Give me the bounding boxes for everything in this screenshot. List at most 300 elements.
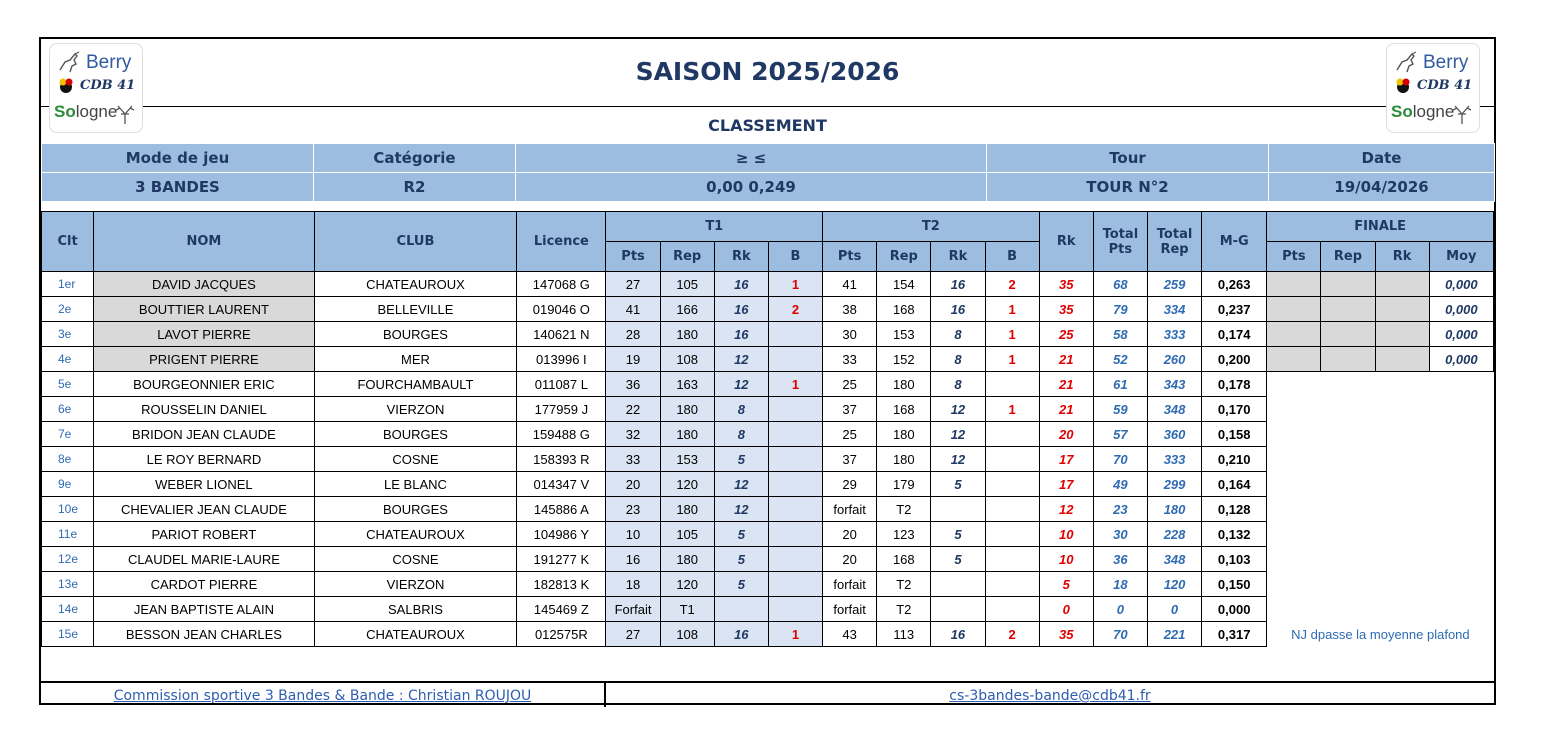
finale-moy-cell: 0,000 xyxy=(1429,322,1493,347)
total-pts-cell: 59 xyxy=(1093,397,1147,422)
total-rep-cell: 333 xyxy=(1147,322,1201,347)
total-rep-cell: 228 xyxy=(1147,522,1201,547)
rank-cell: 12e xyxy=(42,547,94,572)
total-rep-cell: 120 xyxy=(1147,572,1201,597)
total-rep-cell: 180 xyxy=(1147,497,1201,522)
t1-pts-cell: 33 xyxy=(606,447,660,472)
total-rk-cell: 35 xyxy=(1039,272,1093,297)
t2-sub-rep: Rep xyxy=(877,242,931,272)
finale-rk-cell xyxy=(1375,297,1429,322)
total-pts-cell: 58 xyxy=(1093,322,1147,347)
t2-rk-cell: 5 xyxy=(931,547,985,572)
t2-rep-cell: T2 xyxy=(877,497,931,522)
name-cell: WEBER LIONEL xyxy=(94,472,315,497)
document-frame xyxy=(39,37,1496,705)
t1-pts-cell: 20 xyxy=(606,472,660,497)
licence-cell: 191277 K xyxy=(517,547,606,572)
mg-cell: 0,103 xyxy=(1202,547,1267,572)
rank-cell: 2e xyxy=(42,297,94,322)
table-row xyxy=(42,547,1494,572)
total-pts-cell: 68 xyxy=(1093,272,1147,297)
t2-pts-cell: 33 xyxy=(823,347,877,372)
t2-b-cell xyxy=(985,597,1039,622)
t2-sub-pts: Pts xyxy=(823,242,877,272)
ranking-table xyxy=(41,211,1494,647)
finale-moy-cell: 0,000 xyxy=(1429,272,1493,297)
total-pts-cell: 49 xyxy=(1093,472,1147,497)
total-rk-cell: 21 xyxy=(1039,397,1093,422)
rank-cell: 1er xyxy=(42,272,94,297)
name-cell: LE ROY BERNARD xyxy=(94,447,315,472)
t1-rep-cell: 120 xyxy=(660,472,714,497)
club-cell: BOURGES xyxy=(314,497,517,522)
t1-b-cell xyxy=(768,497,822,522)
club-cell: VIERZON xyxy=(314,397,517,422)
t1-rep-cell: 108 xyxy=(660,622,714,647)
col-nom: NOM xyxy=(94,212,315,272)
t1-rk-cell: 16 xyxy=(714,322,768,347)
empty-finale-cell xyxy=(1267,397,1494,422)
footer-right xyxy=(606,683,1494,707)
t1-pts-cell: 36 xyxy=(606,372,660,397)
t2-b-cell xyxy=(985,422,1039,447)
page-title: SAISON 2025/2026 xyxy=(635,57,900,86)
t2-rk-cell: 5 xyxy=(931,472,985,497)
col-total-pts: Total Pts xyxy=(1093,212,1147,272)
mg-cell: 0,317 xyxy=(1202,622,1267,647)
t2-rep-cell: 168 xyxy=(877,397,931,422)
t2-rk-cell xyxy=(931,497,985,522)
total-rk-cell: 20 xyxy=(1039,422,1093,447)
finale-sub-rep: Rep xyxy=(1321,242,1375,272)
finale-sub-rk: Rk xyxy=(1375,242,1429,272)
name-cell: ROUSSELIN DANIEL xyxy=(94,397,315,422)
t1-sub-b: B xyxy=(768,242,822,272)
mg-cell: 0,132 xyxy=(1202,522,1267,547)
finale-rep-cell xyxy=(1321,347,1375,372)
name-cell: LAVOT PIERRE xyxy=(94,322,315,347)
t2-b-cell xyxy=(985,522,1039,547)
email-link[interactable]: cs-3bandes-bande@cdb41.fr xyxy=(949,688,1151,704)
t2-rep-cell: 180 xyxy=(877,422,931,447)
t2-pts-cell: 30 xyxy=(823,322,877,347)
t2-pts-cell: 29 xyxy=(823,472,877,497)
empty-finale-cell xyxy=(1267,597,1494,622)
t1-b-cell xyxy=(768,347,822,372)
mg-cell: 0,164 xyxy=(1202,472,1267,497)
licence-cell: 013996 I xyxy=(517,347,606,372)
logo-cdb-text: CDB 41 xyxy=(80,78,136,93)
header-rule xyxy=(41,106,1494,107)
col-licence: Licence xyxy=(517,212,606,272)
t2-b-cell xyxy=(985,572,1039,597)
t1-sub-pts: Pts xyxy=(606,242,660,272)
finale-sub-pts: Pts xyxy=(1267,242,1321,272)
total-pts-cell: 70 xyxy=(1093,622,1147,647)
t2-pts-cell: 25 xyxy=(823,422,877,447)
t1-rk-cell: 16 xyxy=(714,622,768,647)
t1-b-cell xyxy=(768,397,822,422)
total-pts-cell: 61 xyxy=(1093,372,1147,397)
total-pts-cell: 30 xyxy=(1093,522,1147,547)
total-rk-cell: 12 xyxy=(1039,497,1093,522)
finale-moy-cell: 0,000 xyxy=(1429,347,1493,372)
t2-rep-cell: T2 xyxy=(877,572,931,597)
t1-rep-cell: 108 xyxy=(660,347,714,372)
t2-b-cell: 2 xyxy=(985,622,1039,647)
t2-rep-cell: 180 xyxy=(877,372,931,397)
t1-rk-cell: 12 xyxy=(714,497,768,522)
total-rep-cell: 348 xyxy=(1147,397,1201,422)
logo-sologne-text: Sologne xyxy=(1391,102,1455,121)
t1-rk-cell: 5 xyxy=(714,547,768,572)
club-cell: BOURGES xyxy=(314,322,517,347)
rank-cell: 7e xyxy=(42,422,94,447)
t1-b-cell xyxy=(768,322,822,347)
name-cell: PARIOT ROBERT xyxy=(94,522,315,547)
name-cell: BOURGEONNIER ERIC xyxy=(94,372,315,397)
t1-pts-cell: 41 xyxy=(606,297,660,322)
total-pts-cell: 18 xyxy=(1093,572,1147,597)
t1-b-cell: 1 xyxy=(768,622,822,647)
rank-cell: 10e xyxy=(42,497,94,522)
t1-rk-cell: 12 xyxy=(714,372,768,397)
col-t2: T2 xyxy=(823,212,1040,242)
t2-rep-cell: 153 xyxy=(877,322,931,347)
finale-pts-cell xyxy=(1267,322,1321,347)
licence-cell: 158393 R xyxy=(517,447,606,472)
t1-rk-cell: 5 xyxy=(714,522,768,547)
club-cell: COSNE xyxy=(314,447,517,472)
club-cell: CHATEAUROUX xyxy=(314,622,517,647)
t1-rk-cell: 12 xyxy=(714,472,768,497)
t2-pts-cell: forfait xyxy=(823,597,877,622)
table-row xyxy=(42,322,1494,347)
name-cell: CLAUDEL MARIE-LAURE xyxy=(94,547,315,572)
categorie-label: Catégorie xyxy=(314,144,516,173)
t1-rk-cell: 8 xyxy=(714,397,768,422)
t1-b-cell xyxy=(768,597,822,622)
table-row xyxy=(42,597,1494,622)
range-value: 0,00 0,249 xyxy=(516,173,987,202)
rank-cell: 3e xyxy=(42,322,94,347)
t2-rep-cell: 123 xyxy=(877,522,931,547)
tour-label: Tour xyxy=(987,144,1269,173)
table-row xyxy=(42,472,1494,497)
t2-b-cell xyxy=(985,497,1039,522)
name-cell: CHEVALIER JEAN CLAUDE xyxy=(94,497,315,522)
t2-pts-cell: 20 xyxy=(823,547,877,572)
total-rk-cell: 17 xyxy=(1039,447,1093,472)
total-pts-cell: 70 xyxy=(1093,447,1147,472)
total-rk-cell: 5 xyxy=(1039,572,1093,597)
t1-b-cell xyxy=(768,447,822,472)
t2-sub-b: B xyxy=(985,242,1039,272)
t1-b-cell xyxy=(768,547,822,572)
col-rk: Rk xyxy=(1039,212,1093,272)
licence-cell: 019046 O xyxy=(517,297,606,322)
total-rk-cell: 35 xyxy=(1039,622,1093,647)
table-row xyxy=(42,622,1494,647)
name-cell: PRIGENT PIERRE xyxy=(94,347,315,372)
total-pts-cell: 36 xyxy=(1093,547,1147,572)
rank-cell: 6e xyxy=(42,397,94,422)
col-finale: FINALE xyxy=(1267,212,1494,242)
t2-rk-cell: 16 xyxy=(931,272,985,297)
t1-rep-cell: T1 xyxy=(660,597,714,622)
t1-pts-cell: 27 xyxy=(606,272,660,297)
rank-cell: 5e xyxy=(42,372,94,397)
total-rep-cell: 343 xyxy=(1147,372,1201,397)
club-cell: MER xyxy=(314,347,517,372)
mode-value: 3 BANDES xyxy=(42,173,314,202)
mg-cell: 0,263 xyxy=(1202,272,1267,297)
licence-cell: 014347 V xyxy=(517,472,606,497)
t2-b-cell: 1 xyxy=(985,347,1039,372)
club-cell: COSNE xyxy=(314,547,517,572)
logo-berry-text: Berry xyxy=(86,52,132,73)
licence-cell: 159488 G xyxy=(517,422,606,447)
empty-finale-cell xyxy=(1267,547,1494,572)
table-row xyxy=(42,447,1494,472)
t1-b-cell xyxy=(768,472,822,497)
mg-cell: 0,158 xyxy=(1202,422,1267,447)
t1-sub-rep: Rep xyxy=(660,242,714,272)
finale-pts-cell xyxy=(1267,347,1321,372)
total-pts-cell: 52 xyxy=(1093,347,1147,372)
mg-cell: 0,174 xyxy=(1202,322,1267,347)
t1-rep-cell: 166 xyxy=(660,297,714,322)
t2-rk-cell: 12 xyxy=(931,422,985,447)
t1-rep-cell: 180 xyxy=(660,397,714,422)
total-pts-cell: 57 xyxy=(1093,422,1147,447)
t1-rk-cell: 16 xyxy=(714,272,768,297)
t1-rk-cell xyxy=(714,597,768,622)
finale-rk-cell xyxy=(1375,272,1429,297)
t1-rep-cell: 120 xyxy=(660,572,714,597)
date-label: Date xyxy=(1269,144,1495,173)
t2-b-cell: 1 xyxy=(985,297,1039,322)
t2-pts-cell: 41 xyxy=(823,272,877,297)
licence-cell: 104986 Y xyxy=(517,522,606,547)
t2-rk-cell: 16 xyxy=(931,297,985,322)
finale-moy-cell: 0,000 xyxy=(1429,297,1493,322)
mg-cell: 0,128 xyxy=(1202,497,1267,522)
rank-cell: 9e xyxy=(42,472,94,497)
total-rep-cell: 334 xyxy=(1147,297,1201,322)
table-row xyxy=(42,422,1494,447)
t2-b-cell xyxy=(985,547,1039,572)
finale-pts-cell xyxy=(1267,297,1321,322)
club-cell: BOURGES xyxy=(314,422,517,447)
total-rep-cell: 221 xyxy=(1147,622,1201,647)
mg-cell: 0,170 xyxy=(1202,397,1267,422)
t1-pts-cell: 28 xyxy=(606,322,660,347)
note-text: NJ dpasse la moyenne plafond xyxy=(1291,626,1470,642)
total-rep-cell: 259 xyxy=(1147,272,1201,297)
t1-rep-cell: 180 xyxy=(660,547,714,572)
total-rep-cell: 333 xyxy=(1147,447,1201,472)
t1-pts-cell: 32 xyxy=(606,422,660,447)
t2-b-cell xyxy=(985,447,1039,472)
t2-b-cell: 1 xyxy=(985,397,1039,422)
finale-rk-cell xyxy=(1375,347,1429,372)
logo-berry-text: Berry xyxy=(1423,52,1469,73)
mg-cell: 0,000 xyxy=(1202,597,1267,622)
t2-rep-cell: 168 xyxy=(877,297,931,322)
table-row xyxy=(42,372,1494,397)
rank-cell: 11e xyxy=(42,522,94,547)
total-rk-cell: 21 xyxy=(1039,372,1093,397)
table-row xyxy=(42,397,1494,422)
t2-rk-cell: 8 xyxy=(931,347,985,372)
t1-rep-cell: 153 xyxy=(660,447,714,472)
total-rk-cell: 0 xyxy=(1039,597,1093,622)
t1-rep-cell: 163 xyxy=(660,372,714,397)
t2-pts-cell: 38 xyxy=(823,297,877,322)
table-row xyxy=(42,347,1494,372)
finale-rep-cell xyxy=(1321,322,1375,347)
empty-finale-cell xyxy=(1267,522,1494,547)
col-t1: T1 xyxy=(606,212,823,242)
table-row xyxy=(42,572,1494,597)
t1-pts-cell: Forfait xyxy=(606,597,660,622)
licence-cell: 182813 K xyxy=(517,572,606,597)
total-rep-cell: 360 xyxy=(1147,422,1201,447)
total-pts-cell: 23 xyxy=(1093,497,1147,522)
t1-rk-cell: 8 xyxy=(714,422,768,447)
t1-rk-cell: 16 xyxy=(714,297,768,322)
t1-sub-rk: Rk xyxy=(714,242,768,272)
name-cell: BOUTTIER LAURENT xyxy=(94,297,315,322)
info-table xyxy=(41,143,1495,202)
t1-rep-cell: 105 xyxy=(660,522,714,547)
t1-rep-cell: 180 xyxy=(660,497,714,522)
range-label: ≥ ≤ xyxy=(516,144,987,173)
col-club: CLUB xyxy=(314,212,517,272)
mg-cell: 0,210 xyxy=(1202,447,1267,472)
t2-rep-cell: 154 xyxy=(877,272,931,297)
t2-pts-cell: 43 xyxy=(823,622,877,647)
t1-pts-cell: 18 xyxy=(606,572,660,597)
total-pts-cell: 0 xyxy=(1093,597,1147,622)
total-rk-cell: 10 xyxy=(1039,547,1093,572)
total-rep-cell: 348 xyxy=(1147,547,1201,572)
t2-pts-cell: 37 xyxy=(823,447,877,472)
total-rep-cell: 299 xyxy=(1147,472,1201,497)
empty-finale-cell xyxy=(1267,422,1494,447)
licence-cell: 147068 G xyxy=(517,272,606,297)
name-cell: DAVID JACQUES xyxy=(94,272,315,297)
name-cell: JEAN BAPTISTE ALAIN xyxy=(94,597,315,622)
t2-rk-cell: 5 xyxy=(931,522,985,547)
t1-pts-cell: 10 xyxy=(606,522,660,547)
licence-cell: 140621 N xyxy=(517,322,606,347)
t1-b-cell: 1 xyxy=(768,372,822,397)
rank-cell: 15e xyxy=(42,622,94,647)
table-row xyxy=(42,522,1494,547)
t1-b-cell xyxy=(768,522,822,547)
t2-rep-cell: T2 xyxy=(877,597,931,622)
rank-cell: 8e xyxy=(42,447,94,472)
t2-rk-cell xyxy=(931,572,985,597)
club-cell: CHATEAUROUX xyxy=(314,522,517,547)
total-rk-cell: 25 xyxy=(1039,322,1093,347)
empty-finale-cell xyxy=(1267,572,1494,597)
t1-pts-cell: 16 xyxy=(606,547,660,572)
t2-pts-cell: forfait xyxy=(823,497,877,522)
t1-rep-cell: 180 xyxy=(660,422,714,447)
t2-rep-cell: 113 xyxy=(877,622,931,647)
rank-cell: 13e xyxy=(42,572,94,597)
total-rk-cell: 35 xyxy=(1039,297,1093,322)
club-cell: VIERZON xyxy=(314,572,517,597)
table-row xyxy=(42,297,1494,322)
t2-pts-cell: forfait xyxy=(823,572,877,597)
total-rk-cell: 21 xyxy=(1039,347,1093,372)
licence-cell: 011087 L xyxy=(517,372,606,397)
licence-cell: 145469 Z xyxy=(517,597,606,622)
club-cell: BELLEVILLE xyxy=(314,297,517,322)
total-rep-cell: 0 xyxy=(1147,597,1201,622)
t1-rep-cell: 105 xyxy=(660,272,714,297)
t1-pts-cell: 19 xyxy=(606,347,660,372)
t2-rep-cell: 152 xyxy=(877,347,931,372)
total-rep-cell: 260 xyxy=(1147,347,1201,372)
empty-finale-cell xyxy=(1267,472,1494,497)
t2-rk-cell: 12 xyxy=(931,397,985,422)
t2-rk-cell: 12 xyxy=(931,447,985,472)
club-cell: FOURCHAMBAULT xyxy=(314,372,517,397)
t2-rep-cell: 180 xyxy=(877,447,931,472)
t1-b-cell: 1 xyxy=(768,272,822,297)
table-row xyxy=(42,272,1494,297)
t2-rk-cell xyxy=(931,597,985,622)
mode-label: Mode de jeu xyxy=(42,144,314,173)
t1-b-cell xyxy=(768,422,822,447)
mg-cell: 0,237 xyxy=(1202,297,1267,322)
t1-rk-cell: 12 xyxy=(714,347,768,372)
t1-rep-cell: 180 xyxy=(660,322,714,347)
finale-rep-cell xyxy=(1321,297,1375,322)
mg-cell: 0,200 xyxy=(1202,347,1267,372)
rank-cell: 14e xyxy=(42,597,94,622)
t2-rep-cell: 179 xyxy=(877,472,931,497)
logo-sologne-text: Sologne xyxy=(54,102,118,121)
name-cell: BESSON JEAN CHARLES xyxy=(94,622,315,647)
commission-link[interactable]: Commission sportive 3 Bandes & Bande : Christian ROUJOU xyxy=(113,688,532,704)
t2-pts-cell: 25 xyxy=(823,372,877,397)
footer xyxy=(41,681,1494,707)
mg-cell: 0,150 xyxy=(1202,572,1267,597)
t2-sub-rk: Rk xyxy=(931,242,985,272)
t1-pts-cell: 27 xyxy=(606,622,660,647)
t2-b-cell: 2 xyxy=(985,272,1039,297)
t2-b-cell xyxy=(985,372,1039,397)
t1-b-cell: 2 xyxy=(768,297,822,322)
empty-finale-cell xyxy=(1267,372,1494,397)
t1-rk-cell: 5 xyxy=(714,572,768,597)
col-clt: Clt xyxy=(42,212,94,272)
finale-rep-cell xyxy=(1321,272,1375,297)
finale-rk-cell xyxy=(1375,322,1429,347)
date-value: 19/04/2026 xyxy=(1269,173,1495,202)
t1-rk-cell: 5 xyxy=(714,447,768,472)
t2-rk-cell: 8 xyxy=(931,322,985,347)
col-mg: M-G xyxy=(1202,212,1267,272)
rank-cell: 4e xyxy=(42,347,94,372)
mg-cell: 0,178 xyxy=(1202,372,1267,397)
